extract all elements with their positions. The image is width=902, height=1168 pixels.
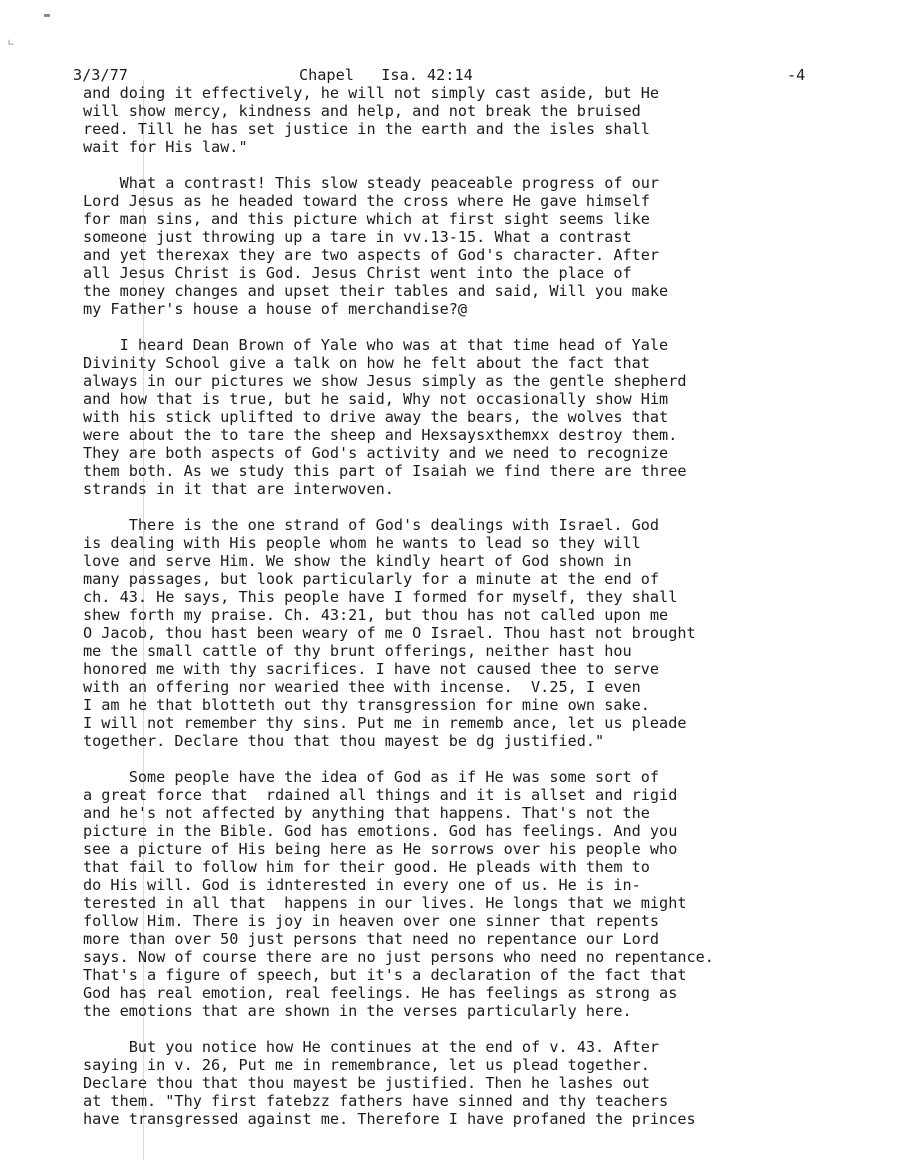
text-line: and yet therexax they are two aspects of God's character. After (83, 246, 660, 264)
text-line: I will not remember thy sins. Put me in rememb ance, let us pleade (83, 714, 687, 732)
paragraph (83, 84, 883, 156)
text-line: They are both aspects of God's activity and we need to recognize (83, 444, 669, 462)
text-line: with his stick uplifted to drive away the bears, the wolves that (83, 408, 669, 426)
text-line: wait for His law." (83, 138, 248, 156)
text-line: strands in it that are interwoven. (83, 480, 394, 498)
text-line: saying in v. 26, Put me in remembrance, let us plead together. (83, 1056, 650, 1074)
text-line: my Father's house a house of merchandise?@ (83, 300, 468, 318)
text-line: reed. Till he has set justice in the earth and the isles shall (83, 120, 650, 138)
paragraph (83, 516, 883, 750)
paragraph (83, 336, 883, 498)
text-line: Declare thou that thou mayest be justified. Then he lashes out (83, 1074, 650, 1092)
text-line: and doing it effectively, he will not simply cast aside, but He (83, 84, 660, 102)
text-line: do His will. God is idnterested in every one of us. He is in- (83, 876, 641, 894)
text-line: will show mercy, kindness and help, and not break the bruised (83, 102, 641, 120)
header-date: 3/3/77 (73, 66, 128, 84)
text-line: more than over 50 just persons that need no repentance our Lord (83, 930, 660, 948)
header-title: Chapel Isa. 42:14 (299, 66, 473, 84)
text-line: I heard Dean Brown of Yale who was at that time head of Yale (83, 336, 669, 354)
text-line: O Jacob, thou hast been weary of me O Israel. Thou hast not brought (83, 624, 696, 642)
text-line: and how that is true, but he said, Why not occasionally show Him (83, 390, 669, 408)
text-line: together. Declare thou that thou mayest be dg justified." (83, 732, 605, 750)
scan-speck: ∟ (8, 38, 15, 49)
text-line: Divinity School give a talk on how he felt about the fact that (83, 354, 650, 372)
document-body (83, 84, 883, 1146)
text-line: have transgressed against me. Therefore I have profaned the princes (83, 1110, 696, 1128)
paragraph (83, 1038, 883, 1128)
text-line: the money changes and upset their tables and said, Will you make (83, 282, 669, 300)
text-line: says. Now of course there are no just persons who need no repentance. (83, 948, 714, 966)
text-line: picture in the Bible. God has emotions. God has feelings. And you (83, 822, 678, 840)
text-line: Lord Jesus as he headed toward the cross where He gave himself (83, 192, 650, 210)
page-header (73, 66, 823, 84)
scan-speck: ▬ (44, 10, 51, 21)
text-line: all Jesus Christ is God. Jesus Christ went into the place of (83, 264, 632, 282)
text-line: terested in all that happens in our lives. He longs that we might (83, 894, 687, 912)
text-line: God has real emotion, real feelings. He has feelings as strong as (83, 984, 678, 1002)
text-line: But you notice how He continues at the end of v. 43. After (83, 1038, 660, 1056)
text-line: is dealing with His people whom he wants to lead so they will (83, 534, 641, 552)
text-line: that fail to follow him for their good. He pleads with them to (83, 858, 650, 876)
paragraph (83, 768, 883, 1020)
text-line: many passages, but look particularly for a minute at the end of (83, 570, 660, 588)
text-line: and he's not affected by anything that happens. That's not the (83, 804, 650, 822)
header-page-number: -4 (787, 66, 806, 84)
text-line: the emotions that are shown in the verses particularly here. (83, 1002, 632, 1020)
text-line: someone just throwing up a tare in vv.13-15. What a contrast (83, 228, 632, 246)
text-line: ch. 43. He says, This people have I formed for myself, they shall (83, 588, 678, 606)
text-line: follow Him. There is joy in heaven over one sinner that repents (83, 912, 660, 930)
text-line: shew forth my praise. Ch. 43:21, but thou has not called upon me (83, 606, 669, 624)
text-line: them both. As we study this part of Isaiah we find there are three (83, 462, 687, 480)
text-line: Some people have the idea of God as if He was some sort of (83, 768, 660, 786)
text-line: That's a figure of speech, but it's a declaration of the fact that (83, 966, 687, 984)
text-line: a great force that rdained all things and it is allset and rigid (83, 786, 678, 804)
text-line: I am he that blotteth out thy transgression for mine own sake. (83, 696, 650, 714)
text-line: What a contrast! This slow steady peaceable progress of our (83, 174, 660, 192)
text-line: with an offering nor wearied thee with incense. V.25, I even (83, 678, 641, 696)
paragraph (83, 174, 883, 318)
text-line: were about the to tare the sheep and Hexsaysxthemxx destroy them. (83, 426, 678, 444)
text-line: always in our pictures we show Jesus simply as the gentle shepherd (83, 372, 687, 390)
text-line: at them. "Thy first fatebzz fathers have sinned and thy teachers (83, 1092, 669, 1110)
text-line: There is the one strand of God's dealings with Israel. God (83, 516, 660, 534)
text-line: me the small cattle of thy brunt offerings, neither hast hou (83, 642, 632, 660)
text-line: see a picture of His being here as He sorrows over his people who (83, 840, 678, 858)
text-line: love and serve Him. We show the kindly heart of God shown in (83, 552, 632, 570)
text-line: honored me with thy sacrifices. I have not caused thee to serve (83, 660, 660, 678)
text-line: for man sins, and this picture which at first sight seems like (83, 210, 650, 228)
